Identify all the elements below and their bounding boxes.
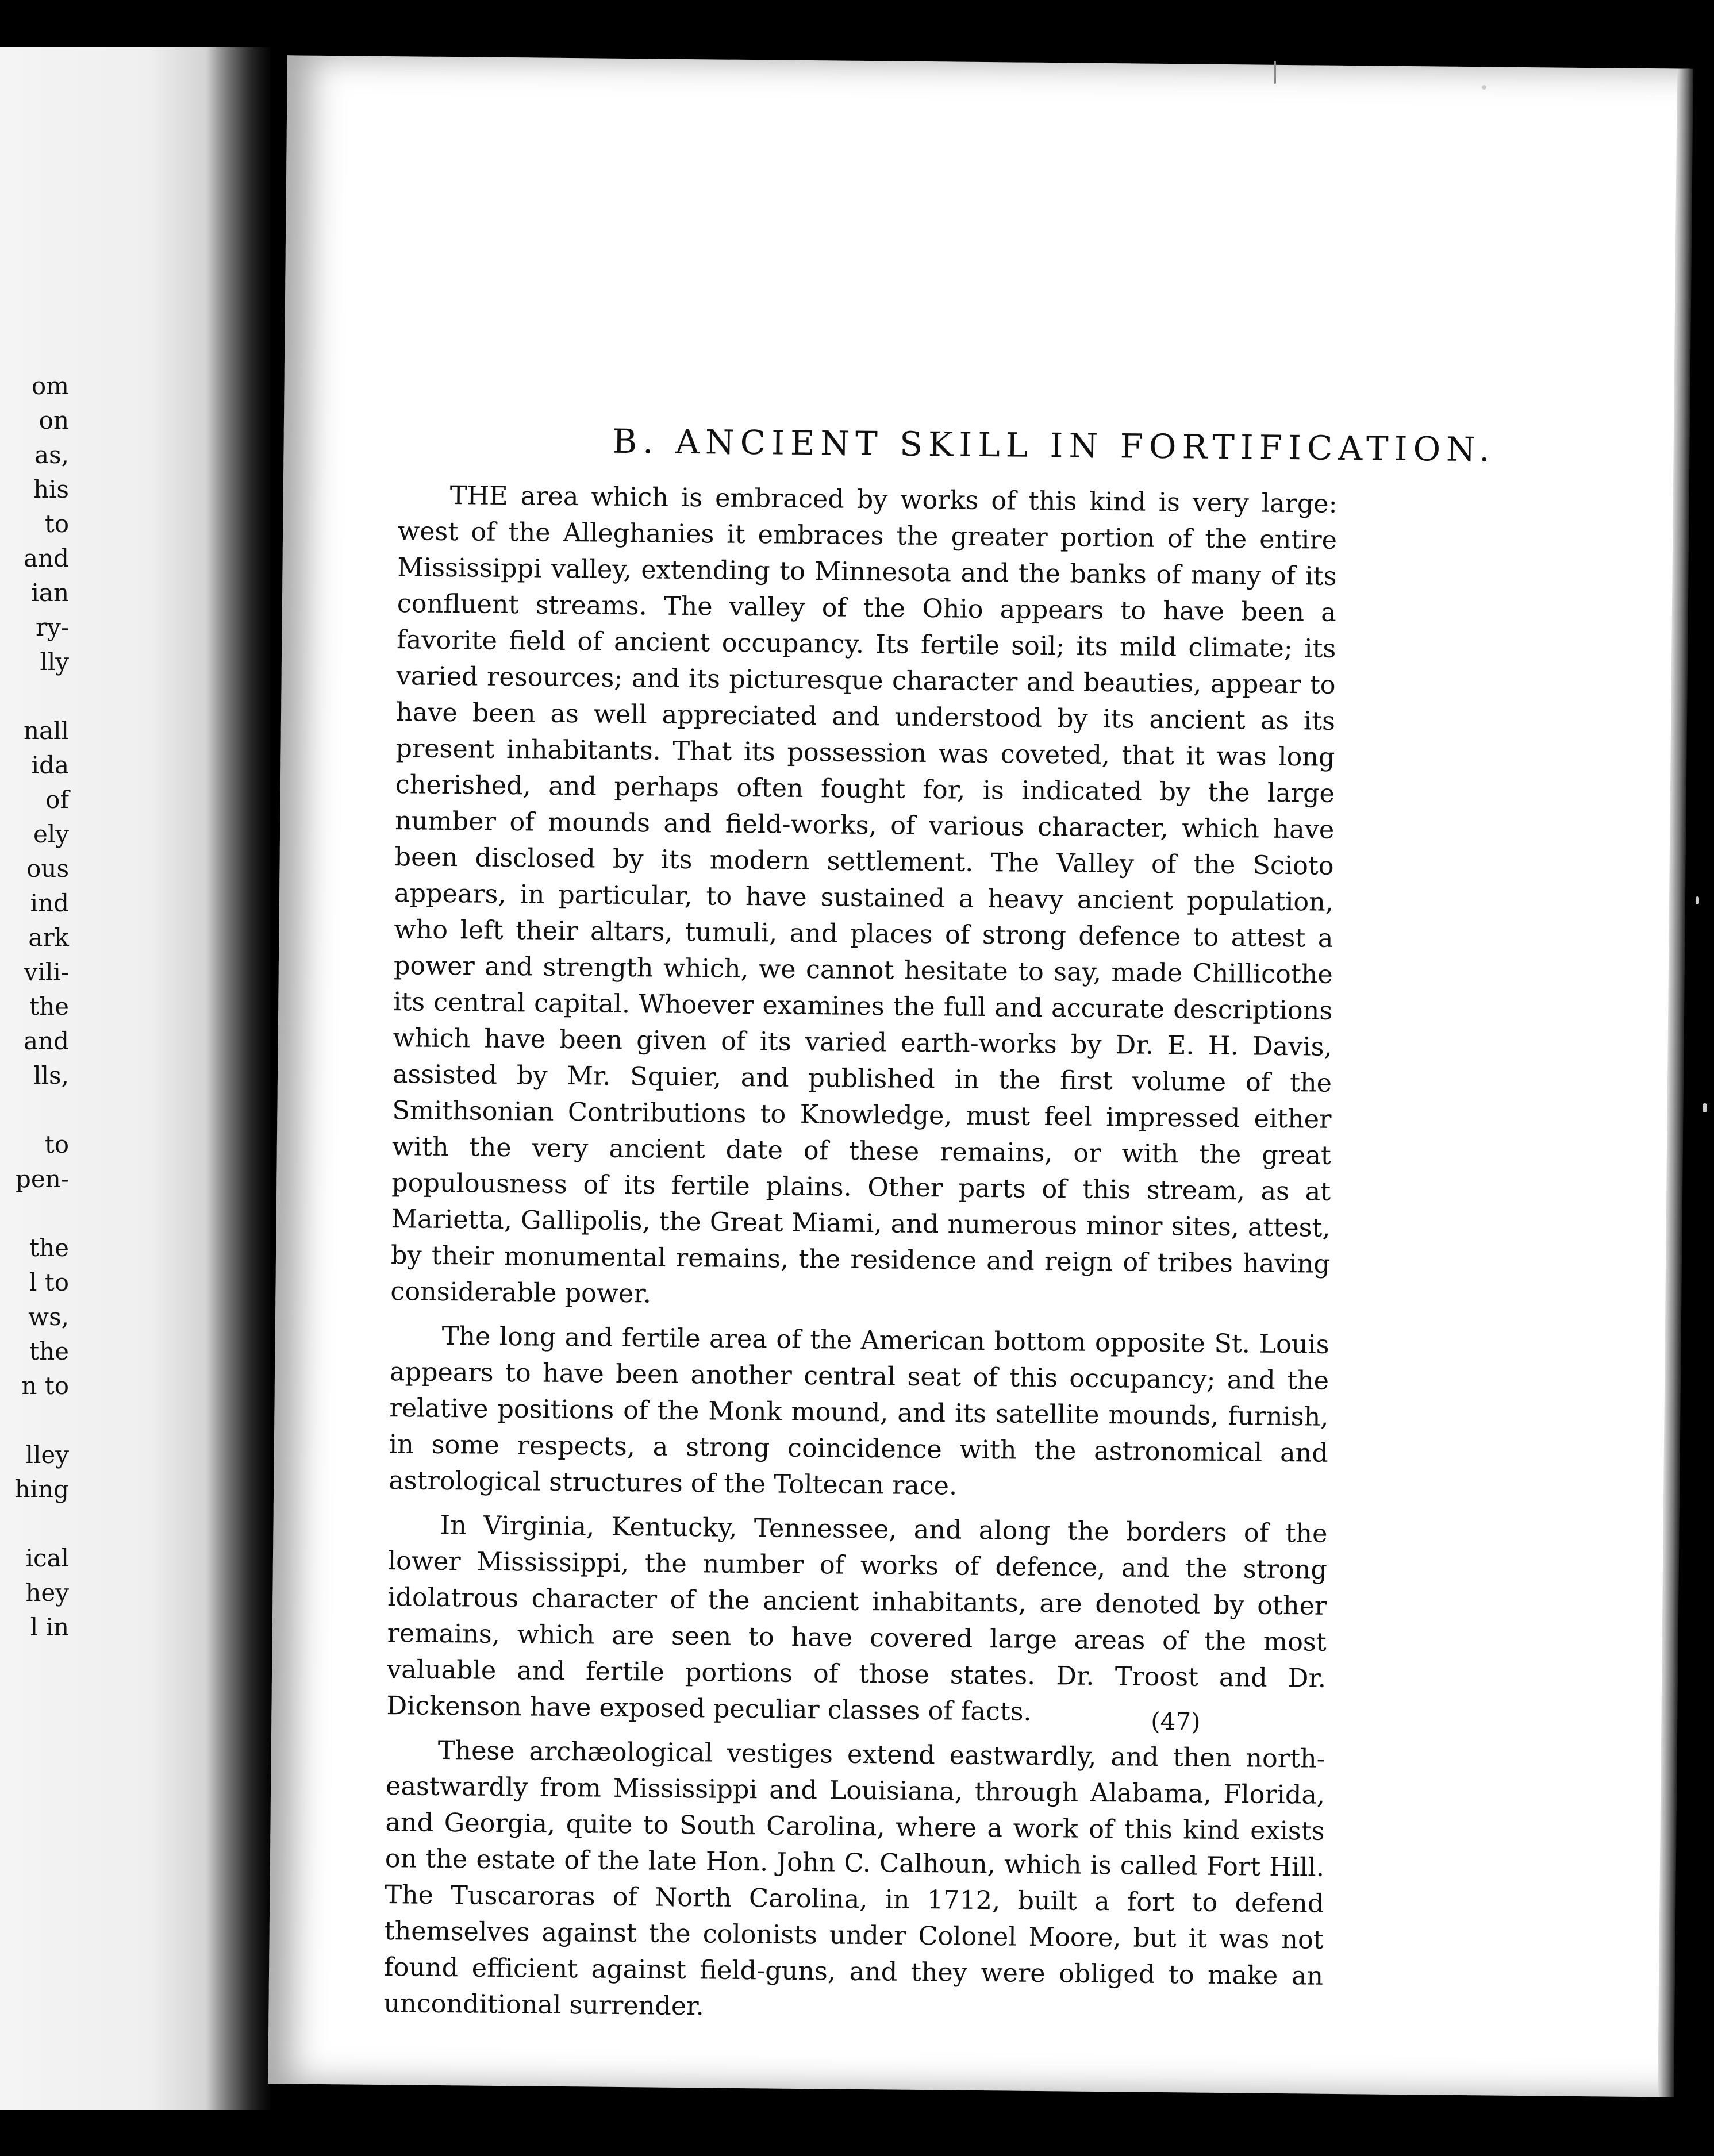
- line-fragment: on: [39, 406, 69, 434]
- line-fragment: ical: [25, 1544, 69, 1572]
- section-heading: B. ANCIENT SKILL IN FORTIFICATION.: [612, 421, 1496, 469]
- line-fragment: ous: [26, 854, 69, 883]
- line-fragment: of: [45, 786, 69, 814]
- paragraph: The long and fertile area of the American bottom opposite St. Louis appears to have been another central seat of this occupancy; and the relative positions of the Monk mound, and its satellite mounds, furnish, in some respects, a strong coincidence with the astronomical and astrological structures of the Toltecan race.: [389, 1321, 1329, 1501]
- line-fragment: ind: [30, 889, 69, 917]
- line-fragment: lls,: [33, 1061, 69, 1089]
- line-fragment: ely: [33, 820, 69, 848]
- line-fragment: l to: [29, 1268, 69, 1296]
- line-fragment: ida: [31, 751, 69, 779]
- line-fragment: as,: [34, 441, 69, 469]
- line-fragment: to: [44, 1130, 69, 1158]
- line-fragment: vili-: [24, 958, 69, 986]
- scan-speck: [1274, 61, 1276, 84]
- line-fragment: the: [29, 1234, 69, 1262]
- line-fragment: and: [24, 544, 69, 572]
- line-fragment: the: [29, 992, 69, 1021]
- line-fragment: lly: [40, 648, 69, 676]
- line-fragment: to: [44, 510, 69, 538]
- line-fragment: the: [29, 1337, 69, 1365]
- scan-speck: [1482, 85, 1486, 90]
- line-fragment: ian: [31, 579, 69, 607]
- page-number: (47): [1151, 1707, 1201, 1736]
- line-fragment: ry-: [36, 613, 69, 641]
- line-fragment: om: [31, 372, 69, 400]
- scan-speck: [1696, 896, 1699, 904]
- line-fragment: n to: [21, 1372, 69, 1400]
- line-fragment: nall: [24, 717, 69, 745]
- right-page: [268, 55, 1690, 2097]
- paragraph: THE area which is embraced by works of this kind is very large: west of the Alleghanies it embraces the greater portion of the entire Mississippi valley, extending to Minnesota and the banks of many of its confluent streams. The valley of the Ohio appears to have been a favorite field of ancient occupancy. Its fertile soil; its mild climate; its varied resources; and its picturesque character and beauties, appear to have been as well appreciated and understood by its ancient as its present inhabitants. That its possession was coveted, that it was long cherished, and perhaps often fought for, is indicated by the large number of mounds and field-works, of various character, which have been disclosed by its modern settlement. The Valley of the Scioto appears, in particular, to have sustained a heavy ancient population, who left their altars, tumuli, and places of strong defence to attest a power and strength which, we cannot hesitate to say, made Chillicothe its central capital. Whoever examines the full and accurate descriptions which have been given of its varied earth-works by Dr. E. H. Davis, assisted by Mr. Squier, and published in the first volume of the Smithsonian Contributions to Knowledge, must feel impressed either with the very ancient date of these remains, or with the great populousness of its fertile plains. Other parts of this stream, as at Marietta, Gallipolis, the Great Miami, and numerous minor sites, attest, by their monumental remains, the residence and reign of tribes having considerable power.: [390, 481, 1338, 1309]
- line-fragment: lley: [25, 1441, 69, 1469]
- line-fragment: his: [33, 475, 69, 503]
- page-edge: [1658, 68, 1693, 2097]
- paragraph: In Virginia, Kentucky, Tennessee, and along the borders of the lower Mississippi, the number of works of defence, and the strong idolatrous character of the ancient inhabitants, are denoted by other remains, which are seen to have covered large areas of the most valuable and fertile portions of those states. Dr. Troost and Dr. Dickenson have exposed peculiar classes of facts.: [386, 1510, 1328, 1727]
- line-fragment: hey: [25, 1578, 69, 1607]
- line-fragment: l in: [30, 1613, 69, 1641]
- line-fragment: ws,: [28, 1303, 69, 1331]
- body-text: [383, 477, 1338, 2031]
- line-fragment: pen-: [16, 1165, 69, 1193]
- paragraph: These archæological vestiges extend eastwardly, and then north-eastwardly from Mississippi and Louisiana, through Alabama, Florida, and Georgia, quite to South Carolina, where a work of this kind exists on the estate of the late Hon. John C. Calhoun, which is called Fort Hill. The Tuscaroras of North Carolina, in 1712, built a fort to defend themselves against the colonists under Colonel Moore, but it was not found efficient against field-guns, and they were obliged to make an unconditional surrender.: [383, 1735, 1325, 2022]
- line-fragment: ark: [28, 923, 69, 952]
- left-page-text-fragments: [0, 369, 69, 1645]
- line-fragment: and: [24, 1027, 69, 1055]
- scan-speck: [1703, 1103, 1707, 1112]
- line-fragment: hing: [14, 1475, 69, 1503]
